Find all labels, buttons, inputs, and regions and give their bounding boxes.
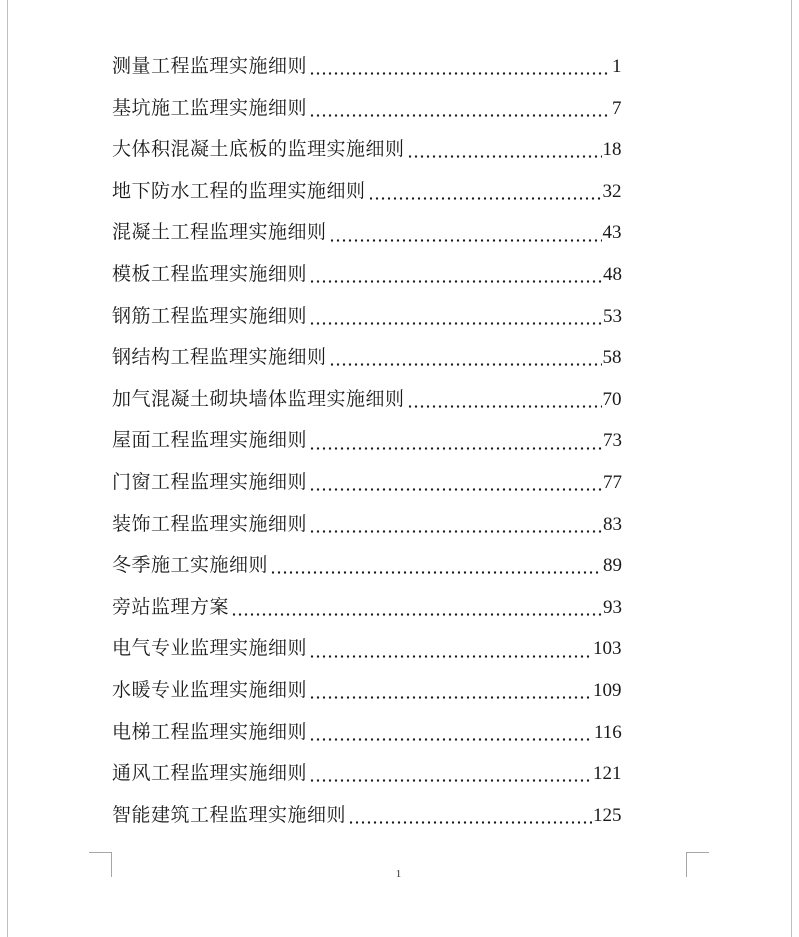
page-left-edge [7, 0, 8, 937]
toc-entry-title: 通风工程监理实施细则 [112, 762, 308, 785]
toc-entry-page-number: 58 [602, 347, 622, 369]
toc-entry[interactable] [112, 93, 672, 135]
toc-entry-title: 模板工程监理实施细则 [112, 262, 308, 285]
toc-dot-leader [407, 405, 602, 409]
toc-dot-leader [309, 696, 592, 700]
toc-entry-page-number: 125 [593, 804, 622, 826]
toc-dot-leader [329, 363, 602, 367]
toc-entry[interactable] [112, 301, 672, 343]
toc-entry[interactable] [112, 342, 672, 384]
toc-entry[interactable] [112, 134, 672, 176]
toc-entry-title: 水暖专业监理实施细则 [112, 678, 308, 701]
toc-entry-page-number: 73 [603, 430, 623, 452]
toc-entry[interactable] [112, 259, 672, 301]
toc-entry-title: 旁站监理方案 [112, 595, 230, 618]
toc-entry[interactable] [112, 633, 672, 675]
toc-entry-page-number: 43 [602, 222, 622, 244]
toc-entry-title: 基坑施工监理实施细则 [112, 96, 308, 119]
toc-entry-page-number: 116 [594, 721, 622, 743]
footer-page-number: 1 [395, 868, 402, 880]
toc-dot-leader [407, 155, 602, 159]
toc-dot-leader [309, 779, 592, 783]
toc-dot-leader [309, 113, 611, 117]
toc-entry[interactable] [112, 176, 672, 218]
toc-dot-leader [309, 737, 593, 741]
toc-dot-leader [368, 197, 602, 201]
toc-entry-page-number: 83 [603, 513, 623, 535]
toc-entry[interactable] [112, 550, 672, 592]
toc-entry-title: 智能建筑工程监理实施细则 [112, 803, 347, 826]
toc-entry-title: 电气专业监理实施细则 [112, 637, 308, 660]
toc-entry[interactable] [112, 425, 672, 467]
toc-entry-page-number: 7 [612, 97, 622, 119]
table-of-contents [112, 51, 672, 841]
page-right-edge [791, 0, 792, 937]
toc-entry-page-number: 77 [603, 471, 623, 493]
toc-entry[interactable] [112, 467, 672, 509]
toc-entry[interactable] [112, 509, 672, 551]
toc-dot-leader [309, 280, 602, 284]
toc-entry[interactable] [112, 592, 672, 634]
toc-dot-leader [231, 613, 602, 617]
toc-entry[interactable] [112, 717, 672, 759]
toc-entry-page-number: 93 [603, 596, 623, 618]
toc-entry[interactable] [112, 384, 672, 426]
toc-dot-leader [348, 820, 592, 824]
toc-entry-page-number: 1 [612, 56, 622, 77]
toc-entry-page-number: 121 [593, 763, 622, 785]
toc-entry-page-number: 48 [603, 263, 623, 285]
toc-entry-page-number: 70 [602, 388, 622, 410]
toc-entry[interactable] [112, 217, 672, 259]
toc-dot-leader [309, 529, 602, 533]
toc-dot-leader [309, 446, 602, 450]
toc-entry-page-number: 109 [593, 679, 622, 701]
toc-entry-title: 屋面工程监理实施细则 [112, 429, 308, 452]
toc-entry-title: 地下防水工程的监理实施细则 [112, 179, 366, 202]
toc-dot-leader [309, 72, 611, 76]
toc-entry[interactable] [112, 51, 672, 93]
toc-dot-leader [270, 571, 602, 575]
toc-entry-page-number: 89 [603, 555, 623, 577]
toc-entry-title: 装饰工程监理实施细则 [112, 512, 308, 535]
toc-entry-title: 钢结构工程监理实施细则 [112, 346, 327, 369]
toc-entry-title: 门窗工程监理实施细则 [112, 470, 308, 493]
toc-entry-title: 冬季施工实施细则 [112, 554, 269, 577]
toc-entry-page-number: 18 [602, 139, 622, 161]
toc-dot-leader [329, 238, 602, 242]
toc-entry[interactable] [112, 758, 672, 800]
toc-entry[interactable] [112, 675, 672, 717]
toc-entry-title: 测量工程监理实施细则 [112, 55, 308, 77]
toc-entry-title: 混凝土工程监理实施细则 [112, 221, 327, 244]
toc-entry-title: 钢筋工程监理实施细则 [112, 304, 308, 327]
toc-entry-title: 电梯工程监理实施细则 [112, 720, 308, 743]
toc-dot-leader [309, 654, 592, 658]
toc-entry[interactable] [112, 800, 672, 842]
toc-entry-title: 加气混凝土砌块墙体监理实施细则 [112, 387, 405, 410]
toc-dot-leader [309, 321, 602, 325]
toc-dot-leader [309, 488, 602, 492]
toc-entry-page-number: 53 [603, 305, 623, 327]
toc-entry-title: 大体积混凝土底板的监理实施细则 [112, 138, 405, 161]
toc-entry-page-number: 32 [602, 180, 622, 202]
toc-entry-page-number: 103 [593, 638, 622, 660]
